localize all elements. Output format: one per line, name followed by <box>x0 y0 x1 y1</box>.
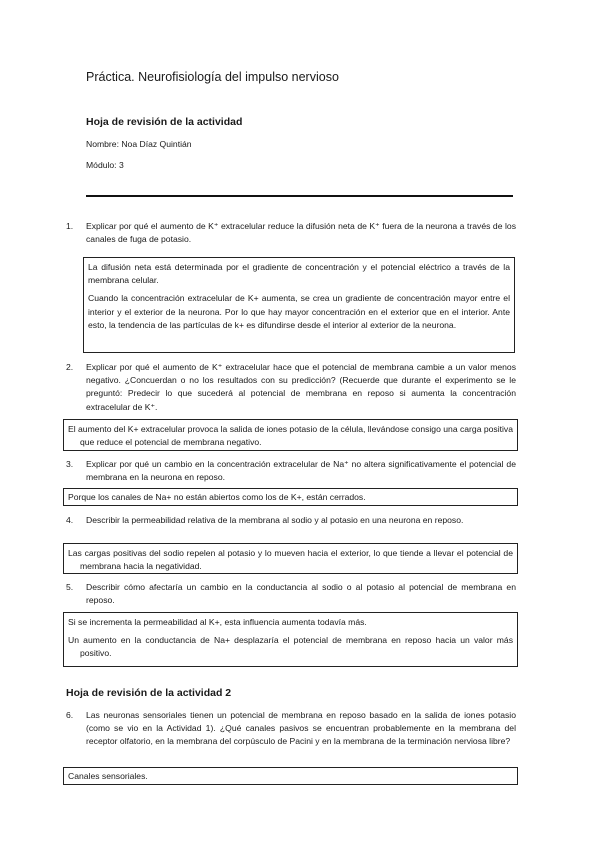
question-1 <box>66 220 516 246</box>
horizontal-rule <box>86 195 513 197</box>
question-number: 3. <box>66 459 74 469</box>
question-text: Explicar por qué el aumento de K⁺ extracelular hace que el potencial de membrana cambie a un valor menos negativo. ¿Concuerdan o no los resultados con su predicción? (Recuerde que durante el experimento se le preguntó: Predecir lo que sucederá al potencial de membrana en reposo si aumenta la concentración extracelular de K⁺. <box>86 362 516 412</box>
answer-box-1 <box>83 257 515 353</box>
answer-paragraph: Canales sensoriales. <box>68 771 148 781</box>
question-number: 6. <box>66 710 74 720</box>
question-3 <box>66 458 516 484</box>
question-number: 1. <box>66 221 74 231</box>
student-name: Nombre: Noa Díaz Quintián <box>86 139 192 149</box>
answer-box-2 <box>63 419 518 451</box>
answer-paragraph: Porque los canales de Na+ no están abiertos como los de K+, están cerrados. <box>68 492 366 502</box>
question-5 <box>66 581 516 607</box>
answer-paragraph: Las cargas positivas del sodio repelen al potasio y lo mueven hacia el exterior, lo que tiende a llevar el potencial de membrana hacia la negatividad. <box>68 548 513 572</box>
answer-paragraph: Si se incrementa la permeabilidad al K+, esta influencia aumenta todavía más. <box>68 617 367 627</box>
question-4 <box>66 514 516 527</box>
page-title: Práctica. Neurofisiología del impulso nervioso <box>86 70 339 84</box>
question-text: Describir cómo afectaría un cambio en la conductancia al sodio o al potasio al potencial de membrana en reposo. <box>86 582 516 606</box>
answer-paragraph: Cuando la concentración extracelular de K+ aumenta, se crea un gradiente de concentración mayor entre el interior y el exterior de la neurona. Por lo que hay mayor concentración en el exterior que en el interior. Ante esto, la tendencia de las partículas de k+ es difundirse desde el interior al exterior de la neurona. <box>88 293 510 330</box>
answer-box-5 <box>63 612 518 667</box>
answer-box-6 <box>63 767 518 785</box>
question-text: Explicar por qué un cambio en la concentración extracelular de Na⁺ no altera significativamente el potencial de membrana en la neurona en reposo. <box>86 459 516 483</box>
answer-paragraph: El aumento del K+ extracelular provoca la salida de iones potasio de la célula, llevándose consigo una carga positiva que reduce el potencial de membrana negativo. <box>68 424 514 448</box>
section1-heading: Hoja de revisión de la actividad <box>86 116 243 128</box>
answer-paragraph: Un aumento en la conductancia de Na+ desplazaría el potencial de membrana en reposo hacia un valor más positivo. <box>68 635 513 659</box>
question-6 <box>66 709 516 749</box>
section2-heading: Hoja de revisión de la actividad 2 <box>66 687 232 699</box>
answer-box-4 <box>63 543 518 574</box>
module-number: Módulo: 3 <box>86 160 124 170</box>
question-2 <box>66 361 516 414</box>
question-number: 2. <box>66 362 74 372</box>
question-text: Describir la permeabilidad relativa de la membrana al sodio y al potasio en una neurona en reposo. <box>86 515 464 525</box>
question-number: 4. <box>66 515 74 525</box>
answer-box-3 <box>63 488 518 506</box>
question-text: Las neuronas sensoriales tienen un potencial de membrana en reposo basado en la salida de iones potasio (como se vio en la Actividad 1). ¿Qué canales pasivos se encuentran probablemente en la membrana del receptor olfatorio, en la membrana del corpúsculo de Pacini y en la membrana de la terminación nerviosa libre? <box>86 710 516 747</box>
question-number: 5. <box>66 582 74 592</box>
answer-paragraph: La difusión neta está determinada por el gradiente de concentración y el potencial eléctrico a través de la membrana celular. <box>88 262 510 286</box>
question-text: Explicar por qué el aumento de K⁺ extracelular reduce la difusión neta de K⁺ fuera de la neurona a través de los canales de fuga de potasio. <box>86 221 516 245</box>
